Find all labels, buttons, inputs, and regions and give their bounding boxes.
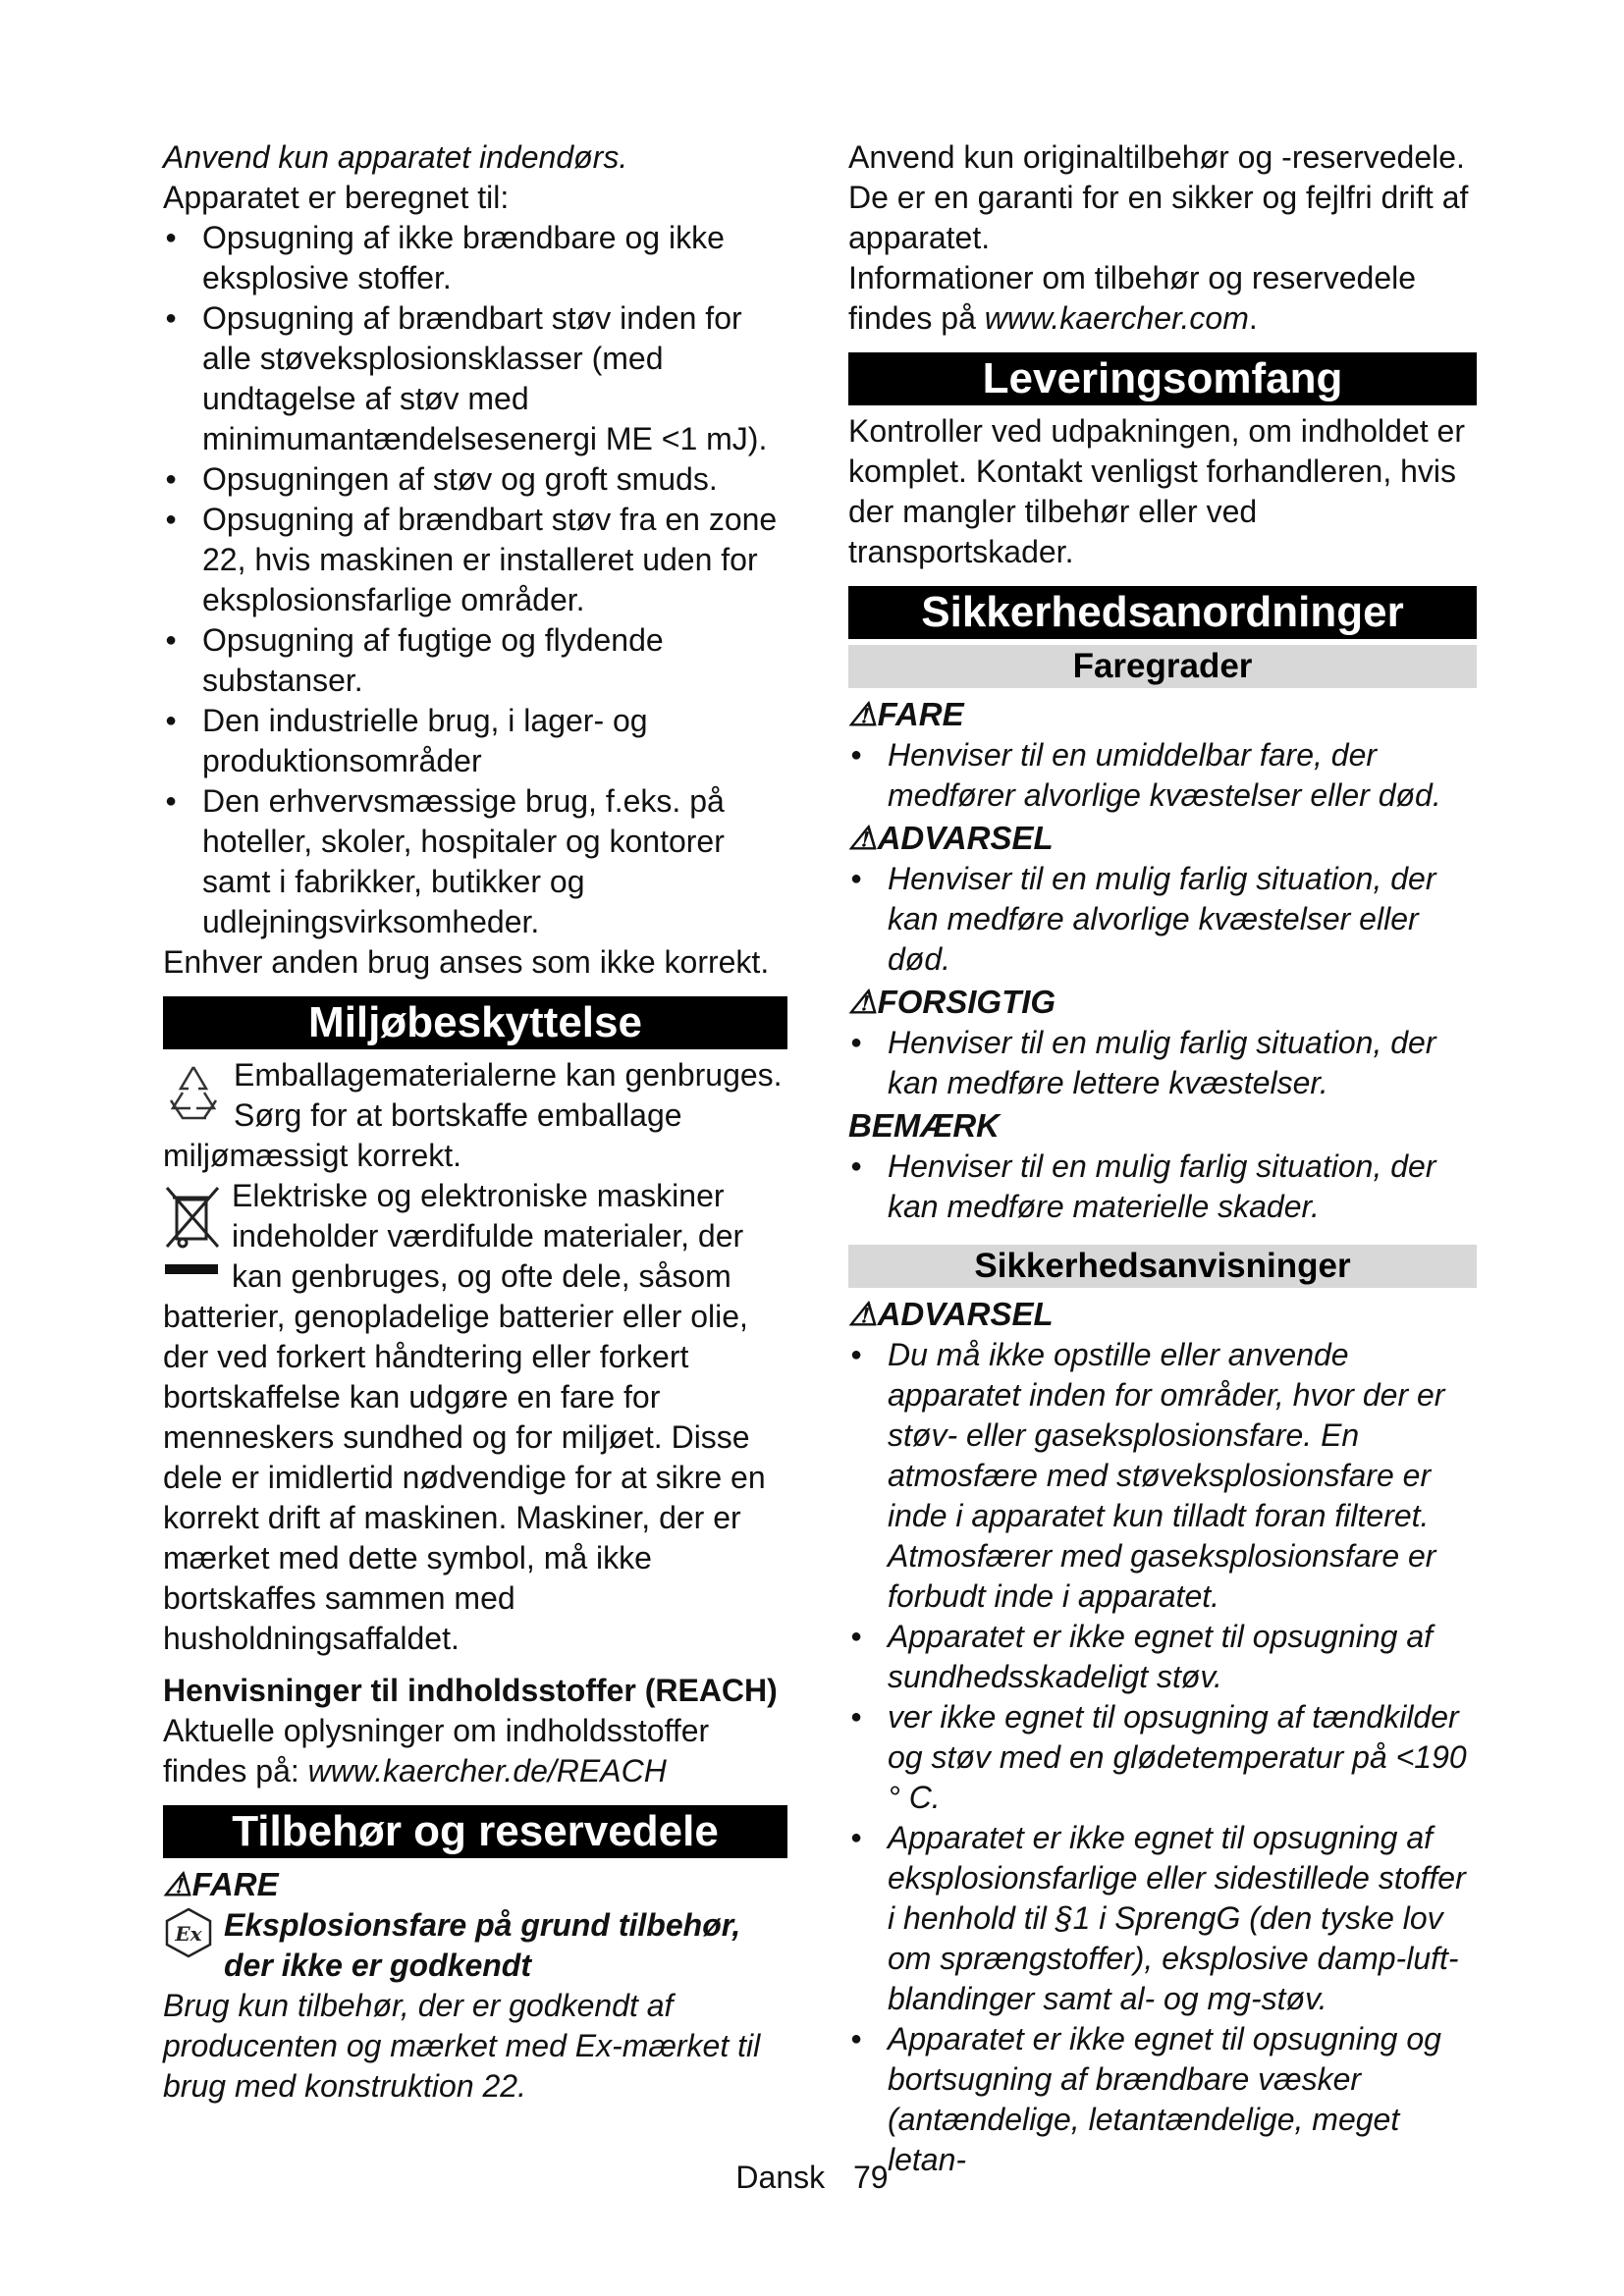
page-number: 79 xyxy=(853,2160,889,2195)
advarsel-label: ⚠ADVARSEL xyxy=(848,820,1054,856)
env-packaging-paragraph xyxy=(163,1055,787,1176)
svg-text:Ex: Ex xyxy=(175,1922,202,1946)
explosion-warning-text: Brug kun tilbehør, der er godkendt af producenten og mærket med Ex-mærket til brug med konstruktion 22. xyxy=(163,1988,761,2104)
list-item: ● Apparatet er ikke egnet til opsugning af sundhedsskadeligt støv. xyxy=(848,1617,1477,1697)
list-item: ● Opsugning af ikke brændbare og ikke eksplosive stoffer. xyxy=(163,218,787,298)
bemaerk-description: ● Henviser til en mulig farlig situation, der kan medføre materielle skader. xyxy=(848,1147,1477,1227)
env-heading: Miljøbeskyttelse xyxy=(163,996,787,1049)
left-column xyxy=(163,137,787,2107)
page-footer xyxy=(0,2160,1624,2196)
list-item: ● ver ikke egnet til opsugning af tændkilder og støv med en glødetemperatur på <190 ° C. xyxy=(848,1697,1477,1818)
advarsel-description: ● Henviser til en mulig farlig situation, der kan medføre alvorlige kvæstelser eller død. xyxy=(848,859,1477,980)
explosion-warning xyxy=(163,1905,787,1986)
hazard-levels-heading: Faregrader xyxy=(848,645,1477,688)
list-item: ● Opsugning af brændbart støv fra en zone 22, hvis maskinen er installeret uden for eksplosionsfarlige områder. xyxy=(163,500,787,620)
fare-label: ⚠FARE xyxy=(848,696,964,732)
env-electronics-paragraph xyxy=(163,1176,787,1659)
original-parts-note: Anvend kun originaltilbehør og -reservedele. De er en garanti for en sikker og fejlfri drift af apparatet. xyxy=(848,139,1469,255)
list-item: ● Opsugningen af støv og groft smuds. xyxy=(163,459,787,500)
list-item: ● Den erhvervsmæssige brug, f.eks. på hoteller, skoler, hospitaler og kontorer samt i fabrikker, butikker og udlejningsvirksomheder. xyxy=(163,781,787,942)
indoor-note: Anvend kun apparatet indendørs. xyxy=(163,139,628,175)
fare-description: ● Henviser til en umiddelbar fare, der medfører alvorlige kvæstelser eller død. xyxy=(848,735,1477,816)
footer-language: Dansk xyxy=(735,2160,826,2195)
forsigtig-description: ● Henviser til en mulig farlig situation, der kan medføre lettere kvæstelser. xyxy=(848,1023,1477,1103)
list-item: ● Du må ikke opstille eller anvende apparatet inden for områder, hvor der er støv- eller gaseksplosionsfare. En atmosfære med støveksplosionsfare er inde i apparatet kun tilladt foran filteret. Atmosfærer med gaseksplosionsfare er forbudt inde i apparatet. xyxy=(848,1335,1477,1617)
other-use-note: Enhver anden brug anses som ikke korrekt. xyxy=(163,944,770,980)
info-paragraph xyxy=(848,258,1477,339)
list-item: ● Den industrielle brug, i lager- og produktionsområder xyxy=(163,701,787,781)
env-packaging-text: Emballagematerialerne kan genbruges. Sørg for at bortskaffe emballage miljømæssigt korrekt. xyxy=(163,1057,783,1173)
kaercher-link[interactable]: www.kaercher.com xyxy=(984,300,1249,336)
intended-use-intro: Apparatet er beregnet til: xyxy=(163,180,510,215)
delivery-text: Kontroller ved udpakningen, om indholdet er komplet. Kontakt venligst forhandleren, hvis der mangler tilbehør eller ved transportskader. xyxy=(848,413,1465,569)
env-electronics-text: Elektriske og elektroniske maskiner indeholder værdifulde materialer, der kan genbruges, og ofte dele, såsom batterier, genopladelige batterier eller olie, der ved forkert håndtering eller forkert bortskaffelse kan udgøre en fare for menneskers sundhed og for miljøet. Disse dele er imidlertid nødvendige for at sikre en korrekt drift af maskinen. Maskiner, der er mærket med dette symbol, må ikke bortskaffes sammen med husholdningsaffaldet. xyxy=(163,1178,766,1656)
intended-use-list xyxy=(163,218,787,942)
safety-heading: Sikkerhedsanordninger xyxy=(848,586,1477,639)
list-item: ● Opsugning af fugtige og flydende substanser. xyxy=(163,620,787,701)
right-column xyxy=(848,137,1477,2180)
reach-text: Aktuelle oplysninger om indholdsstoffer findes på: xyxy=(163,1713,710,1789)
crossed-bin-icon xyxy=(163,1182,222,1286)
bemaerk-label: BEMÆRK xyxy=(848,1107,1000,1144)
safety-instructions-list xyxy=(848,1335,1477,2180)
info-text: Informationer om tilbehør og reservedele findes på xyxy=(848,260,1417,336)
accessories-heading: Tilbehør og reservedele xyxy=(163,1805,787,1858)
info-end: . xyxy=(1248,300,1258,336)
reach-paragraph xyxy=(163,1711,787,1791)
instructions-warning-label: ⚠ADVARSEL xyxy=(848,1296,1054,1332)
recycle-icon xyxy=(163,1061,224,1132)
delivery-heading: Leveringsomfang xyxy=(848,352,1477,405)
ex-symbol-icon xyxy=(163,1907,214,1968)
list-item: ● Opsugning af brændbart støv inden for alle støveksplosionsklasser (med undtagelse af støv med minimumantændelsesenergi ME <1 mJ). xyxy=(163,298,787,459)
forsigtig-label: ⚠FORSIGTIG xyxy=(848,984,1056,1020)
reach-link[interactable]: www.kaercher.de/REACH xyxy=(307,1753,667,1789)
list-item: ● Apparatet er ikke egnet til opsugning og bortsugning af brændbare væsker (antændelige, letantændelige, meget letan- xyxy=(848,2019,1477,2180)
explosion-warning-title: Eksplosionsfare på grund tilbehør, der ikke er godkendt xyxy=(224,1907,741,1983)
list-item: ● Apparatet er ikke egnet til opsugning af eksplosionsfarlige eller sidestillede stoffer i henhold til §1 i SprengG (den tyske lov om sprængstoffer), eksplosive damp-luft-blandinger samt al- og mg-støv. xyxy=(848,1818,1477,2019)
reach-heading: Henvisninger til indholdsstoffer (REACH) xyxy=(163,1673,778,1708)
accessories-danger-label: ⚠FARE xyxy=(163,1866,279,1902)
safety-instructions-heading: Sikkerhedsanvisninger xyxy=(848,1245,1477,1288)
